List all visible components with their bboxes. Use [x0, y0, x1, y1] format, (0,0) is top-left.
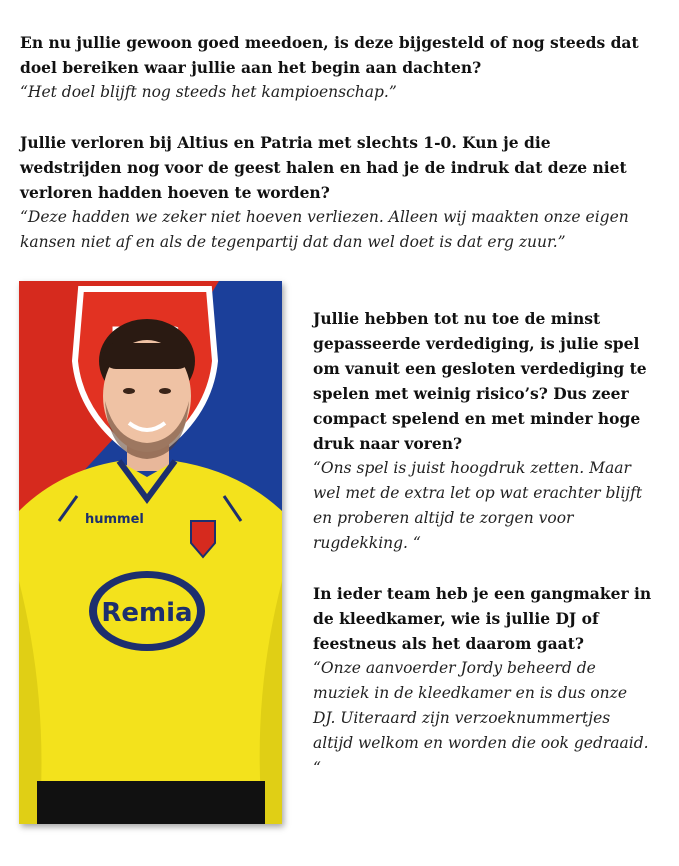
answer: “Ons spel is juist hoogdruk zetten. Maar wel met de extra let op wat erachter blijft en proberen altijd te zorgen voor rugdekking. “ — [313, 459, 643, 552]
sponsor-logo: Remia — [101, 598, 193, 628]
answer: “Deze hadden we zeker niet hoeven verliezen. Alleen wij maakten onze eigen kansen niet af en als de tegenpartij dat dan wel doet is dat erg zuur.” — [20, 208, 629, 251]
qa-block — [313, 306, 653, 556]
shirt-brand: hummel — [85, 512, 144, 527]
qa-block — [20, 30, 650, 105]
question: Jullie hebben tot nu toe de minst gepasseerde verdediging, is julie spel om vanuit een gesloten verdediging te spelen met weinig risico’s? Dus zeer compact spelend en met minder hoge druk naar voren? — [313, 309, 647, 453]
question: En nu jullie gewoon goed meedoen, is deze bijgesteld of nog steeds dat doel bereiken waar jullie aan het begin aan dachten? — [20, 33, 639, 77]
player-photo — [19, 281, 282, 824]
side-qa — [313, 306, 653, 806]
qa-block — [20, 130, 650, 255]
qa-block — [313, 581, 653, 781]
answer: “Het doel blijft nog steeds het kampioenschap.” — [20, 83, 397, 101]
question: In ieder team heb je een gangmaker in de kleedkamer, wie is jullie DJ of feestneus als het daarom gaat? — [313, 584, 652, 653]
question: Jullie verloren bij Altius en Patria met slechts 1-0. Kun je die wedstrijden nog voor de geest halen en had je de indruk dat deze niet verloren hadden hoeven te worden? — [20, 133, 627, 202]
answer: “Onze aanvoerder Jordy beheerd de muziek in de kleedkamer en is dus onze DJ. Uiteraard zijn verzoeknummertjes altijd welkom en worden die ook gedraaid. “ — [313, 659, 649, 777]
intro-qa — [20, 30, 650, 280]
